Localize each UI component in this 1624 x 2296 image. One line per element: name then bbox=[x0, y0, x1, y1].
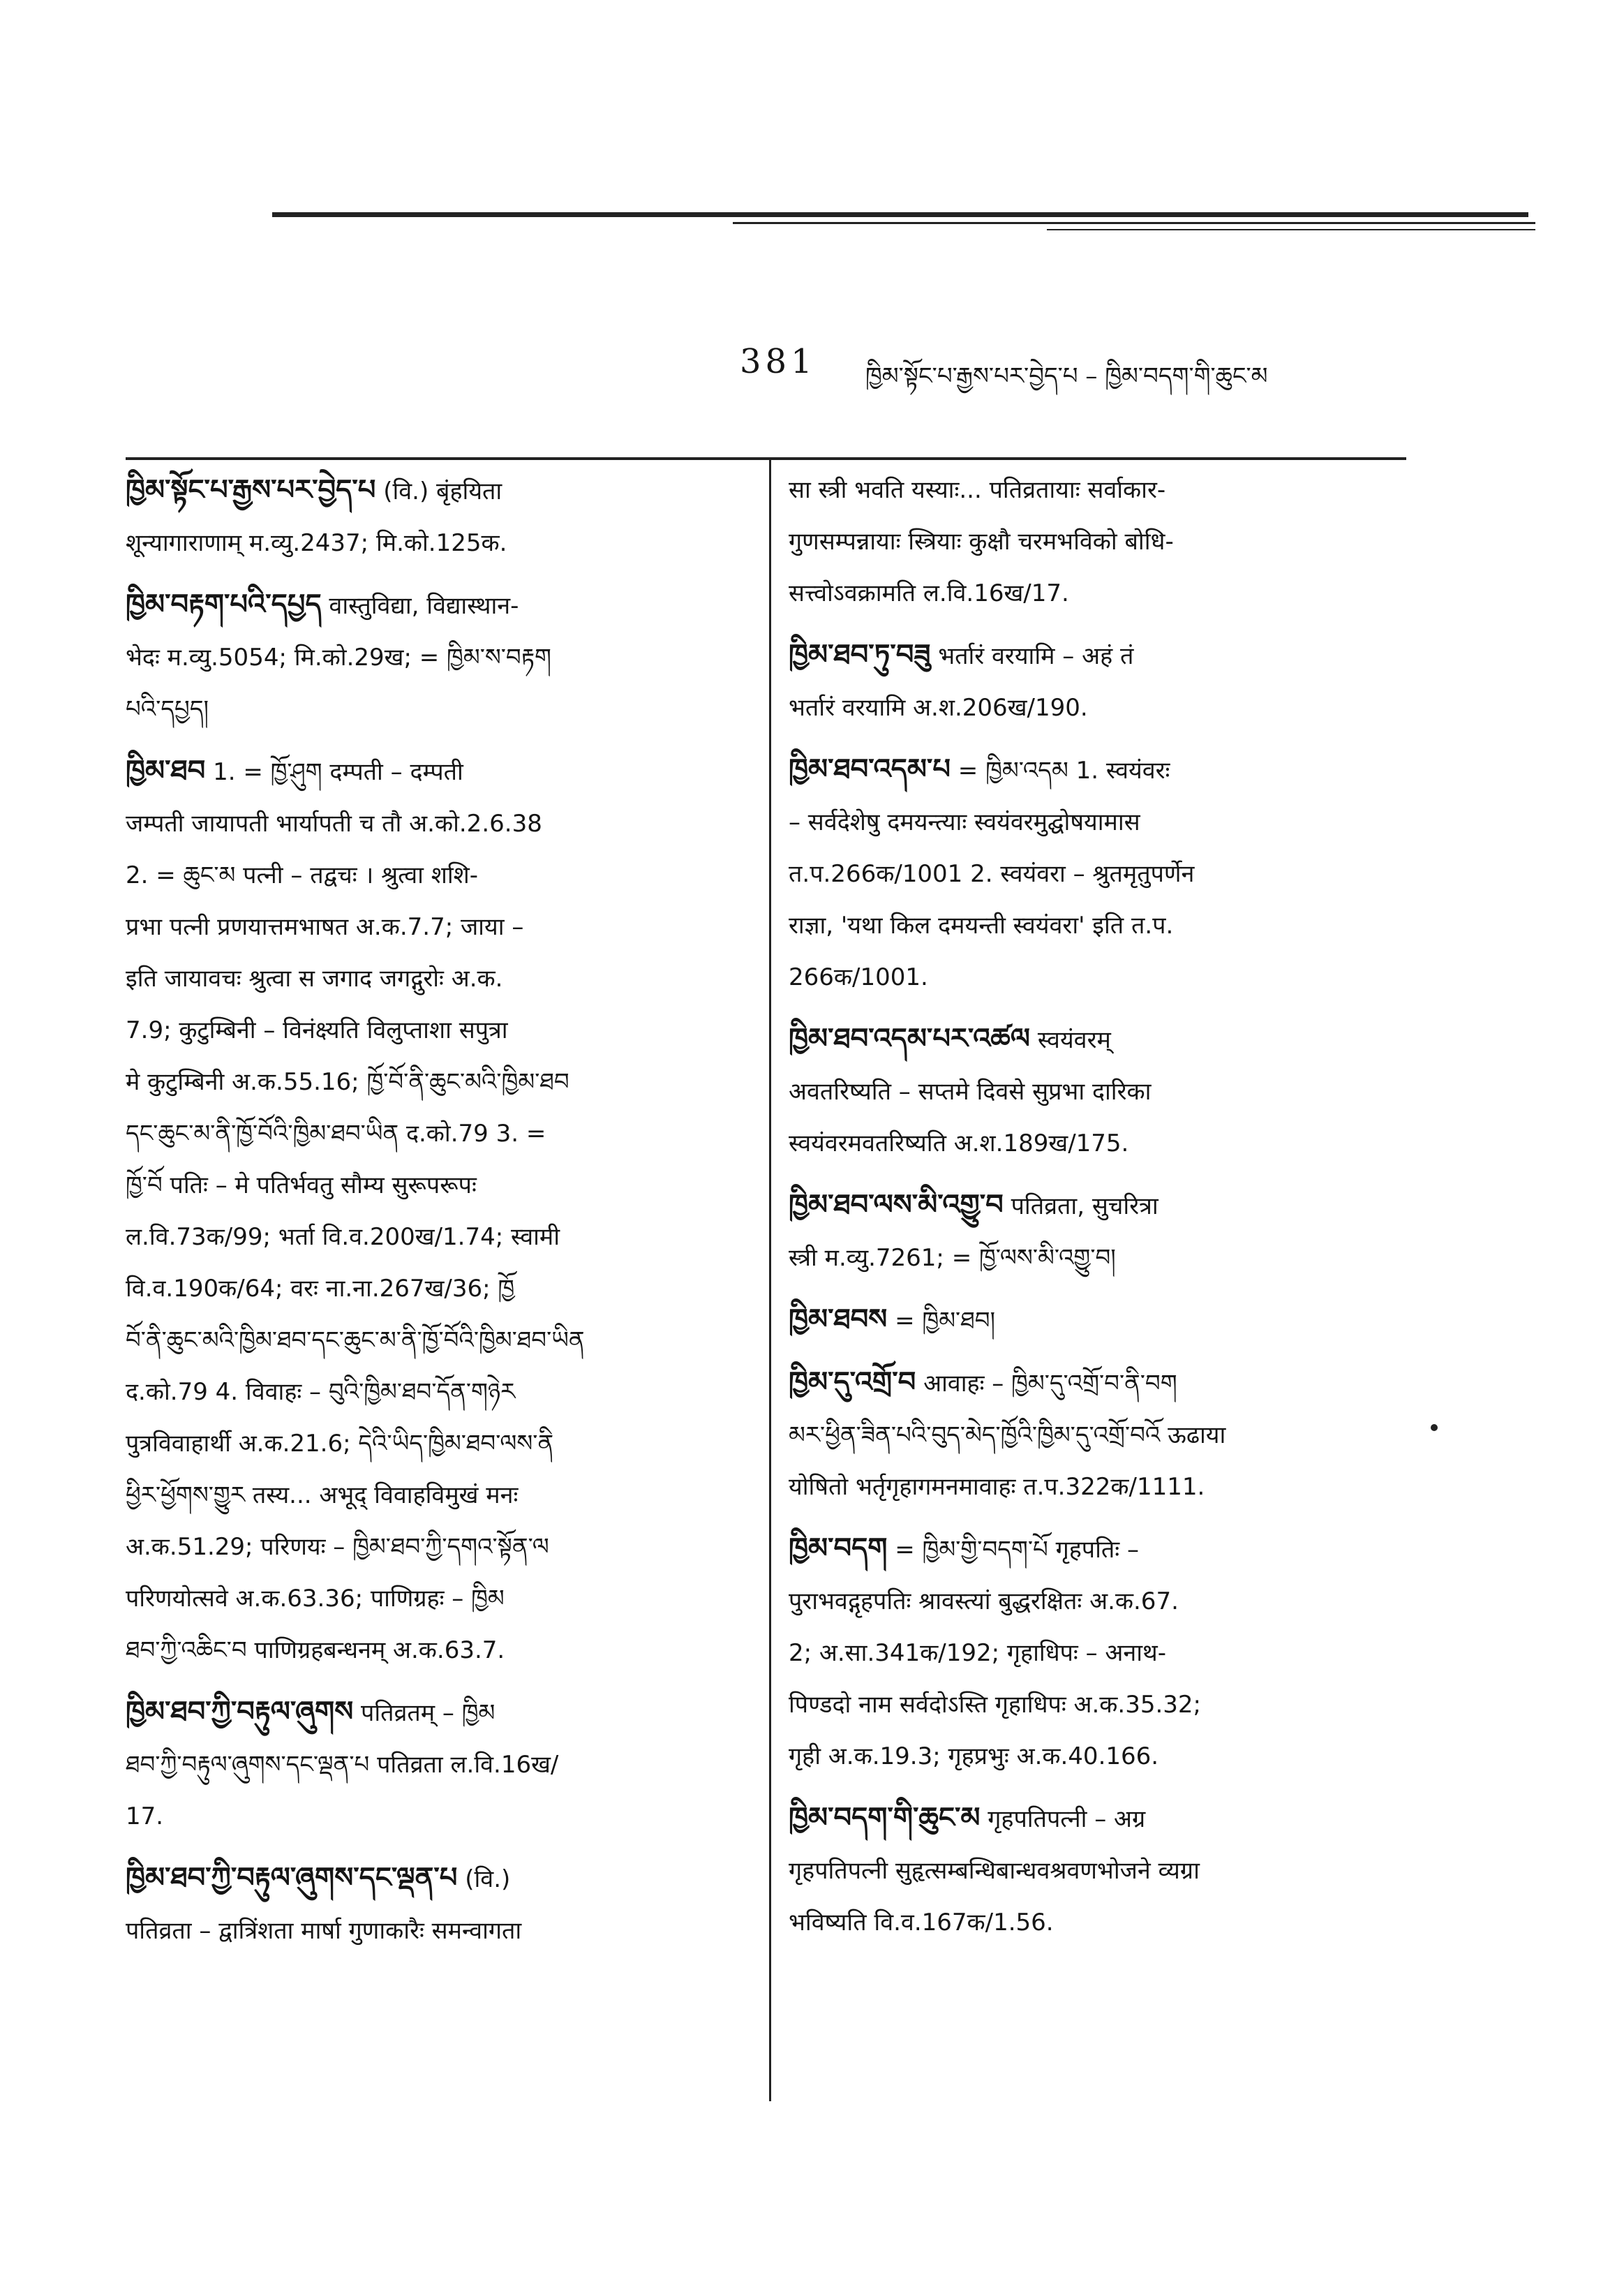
top-rule bbox=[733, 222, 1535, 224]
page-number: 381 bbox=[740, 342, 817, 381]
entry-body: वास्तुविद्या, विद्यास्थान- भेदः म.व्यु.5054; मि.को.29ख; = ཁྱིམ་ས་བརྟག པའི་དཔྱད། bbox=[126, 592, 551, 723]
entry-headword: ཁྱིམ་ཐབས bbox=[789, 1303, 888, 1335]
dictionary-entry bbox=[789, 1523, 1403, 1782]
entry-headword: ཁྱིམ་ཐབ་ཏུ་བཟུ bbox=[789, 639, 931, 671]
entry-headword: ཁྱིམ་བདག bbox=[789, 1532, 888, 1564]
dictionary-entry bbox=[789, 629, 1403, 734]
right-column bbox=[789, 464, 1403, 1958]
dictionary-entry bbox=[126, 464, 740, 569]
entry-body: स्वयंवरम् अवतरिष्यति – सप्तमे दिवसे सुप्रभा दारिका स्वयंवरमवतरिष्यति अ.श.189ख/175. bbox=[789, 1026, 1152, 1157]
entry-body: = ཁྱིམ་འདམ 1. स्वयंवरः – सर्वदेशेषु दमयन्त्याः स्वयंवरमुद्घोषयामास त.प.266क/1001 2. स्वयंवरा – श्रुतमृतुपर्णेन राज्ञा, 'यथा किल दमयन्ती स्वयंवरा' इति त.प. 266क/1001. bbox=[789, 757, 1195, 991]
entry-body: पतिव्रतम् – ཁྱིམ ཐབ་ཀྱི་བརྟུལ་ཞུགས་དང་ལྡན་པ पतिव्रता ल.वि.16ख/ 17. bbox=[126, 1699, 559, 1830]
entry-body: (वि.) पतिव्रता – द्वात्रिंशता मार्षा गुणाकारैः समन्वागता bbox=[126, 1865, 522, 1945]
margin-dot bbox=[1431, 1424, 1438, 1431]
entry-headword: ཁྱིམ་ཐབ་འདམ་པར་འཚལ bbox=[789, 1023, 1030, 1055]
page-header bbox=[740, 342, 1438, 398]
entry-body: = ཁྱིམ་ཐབ། bbox=[895, 1307, 996, 1335]
entry-body: भर्तारं वरयामि – अहं तं भर्तारं वरयामि अ.श.206ख/190. bbox=[789, 642, 1134, 722]
dictionary-entry bbox=[126, 1852, 740, 1957]
entry-headword: ཁྱིམ་ཐབ་ལས་མི་འགྱུ་བ bbox=[789, 1189, 1004, 1221]
entry-headword: ཁྱིམ་ཐབ་ཀྱི་བརྟུལ་ཞུགས bbox=[126, 1696, 354, 1728]
top-rule bbox=[1047, 229, 1535, 230]
entry-headword: ཁྱིམ་ཐབ་ཀྱི་བརྟུལ་ཞུགས་དང་ལྡན་པ bbox=[126, 1862, 458, 1894]
top-rule bbox=[272, 212, 1528, 217]
entry-headword: ཁྱིམ་ཐབ་འདམ་པ bbox=[789, 753, 951, 785]
dictionary-entry bbox=[126, 745, 740, 1676]
entry-body: पतिव्रता, सुचरित्रा स्त्री म.व्यु.7261; = ཁྱོ་ལས་མི་འགྱུ་བ། bbox=[789, 1192, 1159, 1272]
dictionary-entry-continuation bbox=[789, 464, 1403, 619]
dictionary-entry bbox=[126, 1686, 740, 1842]
entry-headword: ཁྱིམ་ཐབ bbox=[126, 755, 206, 787]
header-rule bbox=[126, 457, 1406, 460]
entry-body: (वि.) बृंहयिता शून्यागाराणाम् म.व्यु.2437; मि.को.125क. bbox=[126, 477, 507, 557]
dictionary-entry bbox=[789, 1179, 1403, 1284]
column-divider bbox=[769, 457, 771, 2101]
entry-headword: ཁྱིམ་བརྟག་པའི་དཔྱད bbox=[126, 588, 322, 621]
dictionary-entry bbox=[789, 1792, 1403, 1948]
entry-body: = ཁྱིམ་གྱི་བདག་པོ गृहपतिः – पुराभवद्गृहपतिः श्रावस्त्यां बुद्धरक्षितः अ.क.67. 2; अ.सा.341क/192; गृहाधिपः – अनाथ- पिण्डदो नाम सर्वदोऽस्ति गृहाधिपः अ.क.35.32; गृही अ.क.19.3; गृहप्रभुः अ.क.40.166. bbox=[789, 1536, 1201, 1770]
entry-headword: ཁྱིམ་བདག་གི་ཆུང་མ bbox=[789, 1802, 981, 1834]
dictionary-entry bbox=[789, 1013, 1403, 1169]
entry-body: 1. = ཁྱོ་ཤུག दम्पती – दम्पती जम्पती जायापती भार्यापती च तौ अ.को.2.6.38 2. = ཆུང་མ पत्नी – तद्वचः । श्रुत्वा शशि- प्रभा पत्नी प्रणयात्तमभाषत अ.क.7.7; जाया – इति जायावचः श्रुत्वा स जगाद जगद्गुरोः अ.क. 7.9; कुटुम्बिनी – विनंक्ष्यति विलुप्ताशा सपुत्रा मे कुटुम्बिनी अ.क.55.16; ཁྱོ་བོ་ནི་ཆུང་མའི་ཁྱིམ་ཐབ དང་ཆུང་མ་ནི་ཁྱོ་བོའི་ཁྱིམ་ཐབ་ཡིན द.को.79 3. = ཁྱོ་བོ पतिः – मे पतिर्भवतु सौम्य सुरूपरूपः ल.वि.73क/99; भर्ता वि.व.200ख/1.74; स्वामी वि.व.190क/64; वरः ना.ना.267ख/36; ཁྱོ བོ་ནི་ཆུང་མའི་ཁྱིམ་ཐབ་དང་ཆུང་མ་ནི་ཁྱོ་བོའི་ཁྱིམ་ཐབ་ཡིན द.को.79 4. विवाहः – བུའི་ཁྱིམ་ཐབ་དོན་གཉེར पुत्रविवाहार्थी अ.क.21.6; དེའི་ཡིད་ཁྱིམ་ཐབ་ལས་ནི ཕྱིར་ཕྱོགས་གྱུར तस्य... अभूद् विवाहविमुखं मनः अ.क.51.29; परिणयः – ཁྱིམ་ཐབ་ཀྱི་དགའ་སྟོན་ལ परिणयोत्सवे अ.क.63.36; पाणिग्रहः – ཁྱིམ ཐབ་ཀྱི་འཆིང་བ पाणिग्रहबन्धनम् अ.क.63.7. bbox=[126, 758, 585, 1664]
dictionary-entry bbox=[789, 743, 1403, 1003]
dictionary-entry bbox=[126, 579, 740, 735]
entry-headword: ཁྱིམ་སྟོང་པ་རྒྱས་པར་བྱེད་པ bbox=[126, 474, 376, 506]
running-head: ཁྱིམ་སྟོང་པ་རྒྱས་པར་བྱེད་པ – ཁྱིམ་བདག་གི་ཆུང་མ bbox=[865, 362, 1268, 390]
entry-body: सा स्त्री भवति यस्याः... पतिव्रतायाः सर्वाकार- गुणसम्पन्नायाः स्त्रियाः कुक्षौ चरमभविको बोधि- सत्त्वोऽवक्रामति ल.वि.16ख/17. bbox=[789, 476, 1174, 607]
dictionary-entry bbox=[789, 1356, 1403, 1513]
dictionary-entry bbox=[789, 1294, 1403, 1347]
entry-body: गृहपतिपत्नी – अग्र गृहपतिपत्नी सुहृत्सम्बन्धिबान्धवश्रवणभोजने व्यग्रा भविष्यति वि.व.167क/1.56. bbox=[789, 1805, 1200, 1936]
entry-headword: ཁྱིམ་དུ་འགྲོ་བ bbox=[789, 1366, 916, 1398]
entry-body: आवाहः – ཁྱིམ་དུ་འགྲོ་བ་ནི་བག མར་ཕྱིན་ཟིན་པའི་བུད་མེད་ཁྱོའི་ཁྱིམ་དུ་འགྲོ་བའོ ऊढाया योषितो भर्तृगृहागमनमावाहः त.प.322क/1111. bbox=[789, 1370, 1226, 1501]
left-column bbox=[126, 464, 740, 1967]
